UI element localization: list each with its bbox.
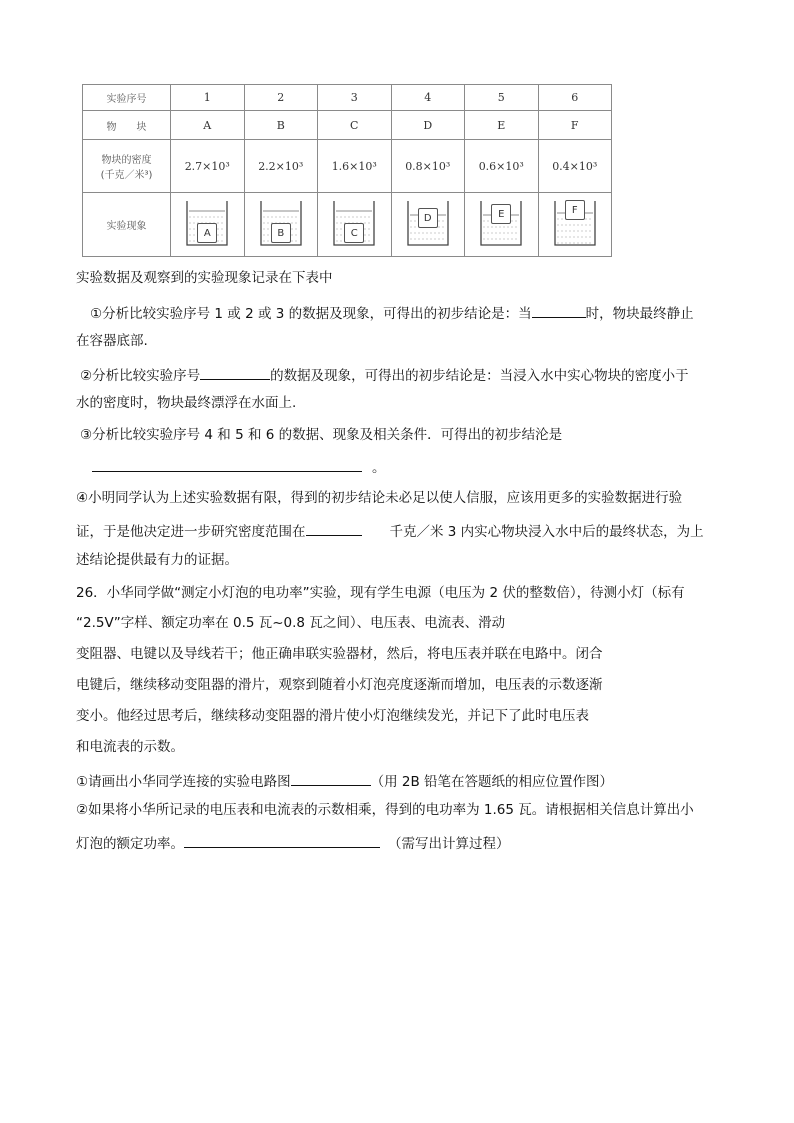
header-cell: 5 (465, 85, 539, 111)
block-cell: A (171, 111, 245, 140)
q3-end: 。 (372, 460, 386, 476)
beaker-illustration (478, 199, 524, 247)
problem-26-line-3: 变阻器、电键以及导线若干；他正确串联实验器材，然后，将电压表并联在电路中。闭合 (76, 646, 603, 662)
q4-text-b1: 证，于是他决定进一步研究密度范围在 (76, 524, 306, 540)
q2-text-a: ②分析比较实验序号 (80, 368, 201, 384)
s1-text-a: ①请画出小华同学连接的实验电路图 (76, 774, 291, 790)
question-3-line-2 (92, 455, 386, 478)
subquestion-1 (76, 769, 613, 792)
subquestion-2-line-2 (76, 831, 510, 854)
row-label-phenomenon: 实验现象 (83, 193, 171, 257)
s2-text-c: （需写出计算过程） (388, 836, 510, 852)
question-4-line-2 (76, 519, 704, 542)
problem-26-line-2: “2.5V”字样、额定功率在 0.5 瓦~0.8 瓦之间）、电压表、电流表、滑动 (76, 615, 506, 631)
density-cell: 2.2×10³ (244, 140, 318, 193)
subquestion-2-line-1: ②如果将小华所记录的电压表和电流表的示数相乘，得到的电功率为 1.65 瓦。请根据相关信息计算出小 (76, 802, 694, 818)
q4-text-b2: 千克／米 3 内实心物块浸入水中后的最终状态，为上 (389, 524, 704, 540)
beaker-illustration (258, 199, 304, 247)
table-caption: 实验数据及观察到的实验现象记录在下表中 (76, 270, 333, 286)
density-cell: 2.7×10³ (171, 140, 245, 193)
answer-blank-2[interactable] (200, 363, 270, 380)
s1-text-b: （用 2B 铅笔在答题纸的相应位置作图） (370, 774, 614, 790)
block-d: D (418, 208, 438, 228)
header-cell: 1 (171, 85, 245, 111)
block-cell: C (318, 111, 392, 140)
question-4-line-3: 述结论提供最有力的证据。 (76, 552, 238, 568)
block-cell: E (465, 111, 539, 140)
q1-text-a: ①分析比较实验序号 1 或 2 或 3 的数据及现象，可得出的初步结论是：当 (90, 306, 532, 322)
question-4-line-1: ④小明同学认为上述实验数据有限，得到的初步结论未必足以使人信服，应该用更多的实验数据进行验 (76, 490, 683, 506)
question-1-line-1 (90, 301, 694, 324)
header-cell-label: 实验序号 (83, 85, 171, 111)
block-cell: B (244, 111, 318, 140)
phenomenon-cell (465, 193, 539, 257)
answer-blank-3[interactable] (92, 455, 362, 472)
density-cell: 1.6×10³ (318, 140, 392, 193)
question-3-line-1: ③分析比较实验序号 4 和 5 和 6 的数据、现象及相关条件．可得出的初步结沦是 (80, 427, 563, 443)
row-label-density (83, 140, 171, 193)
beaker-illustration (405, 199, 451, 247)
density-cell: 0.6×10³ (465, 140, 539, 193)
phenomenon-cell (391, 193, 465, 257)
table-row-block (83, 111, 612, 140)
block-cell: D (391, 111, 465, 140)
phenomenon-cell (244, 193, 318, 257)
answer-blank-5[interactable] (291, 769, 371, 786)
beaker-illustration (552, 199, 598, 247)
block-f: F (565, 200, 585, 220)
question-2-line-1 (80, 363, 689, 386)
problem-26-line-1: 26．小华同学做“测定小灯泡的电功率”实验，现有学生电源（电压为 2 伏的整数倍），待测小灯（标有 (76, 585, 685, 601)
problem-26-line-6: 和电流表的示数。 (76, 739, 184, 755)
table-row-density (83, 140, 612, 193)
experiment-table (82, 84, 612, 257)
phenomenon-cell (171, 193, 245, 257)
problem-26-line-5: 变小。他经过思考后，继续移动变阻器的滑片使小灯泡继续发光，并记下了此时电压表 (76, 708, 589, 724)
phenomenon-cell (318, 193, 392, 257)
beaker-illustration (184, 199, 230, 247)
density-cell: 0.8×10³ (391, 140, 465, 193)
q2-text-b: 的数据及现象，可得出的初步结论是：当浸入水中实心物块的密度小于 (270, 368, 689, 384)
s2-text-b: 灯泡的额定功率。 (76, 836, 184, 852)
density-label-line1: 物块的密度 (101, 155, 152, 166)
density-cell: 0.4×10³ (538, 140, 612, 193)
header-cell: 3 (318, 85, 392, 111)
phenomenon-cell (538, 193, 612, 257)
question-2-line-2: 水的密度时，物块最终漂浮在水面上. (76, 395, 297, 411)
answer-blank-6[interactable] (184, 831, 380, 848)
header-cell: 4 (391, 85, 465, 111)
answer-blank-4[interactable] (306, 519, 362, 536)
table-row-header (83, 85, 612, 111)
density-label-line2: (千克／米³) (100, 170, 153, 181)
answer-blank-1[interactable] (532, 301, 586, 318)
problem-26-line-4: 电键后，继续移动变阻器的滑片，观察到随着小灯泡亮度逐渐而增加，电压表的示数逐渐 (76, 677, 603, 693)
block-a: A (197, 223, 217, 243)
block-e: E (491, 204, 511, 224)
header-cell: 6 (538, 85, 612, 111)
block-cell: F (538, 111, 612, 140)
q1-text-b: 时，物块最终静止 (585, 306, 694, 322)
row-label-block: 物 块 (83, 111, 171, 140)
block-b: B (271, 223, 291, 243)
block-c: C (344, 223, 364, 243)
question-1-line-2: 在容器底部. (76, 333, 148, 349)
beaker-illustration (331, 199, 377, 247)
table-row-phenomenon (83, 193, 612, 257)
header-cell: 2 (244, 85, 318, 111)
